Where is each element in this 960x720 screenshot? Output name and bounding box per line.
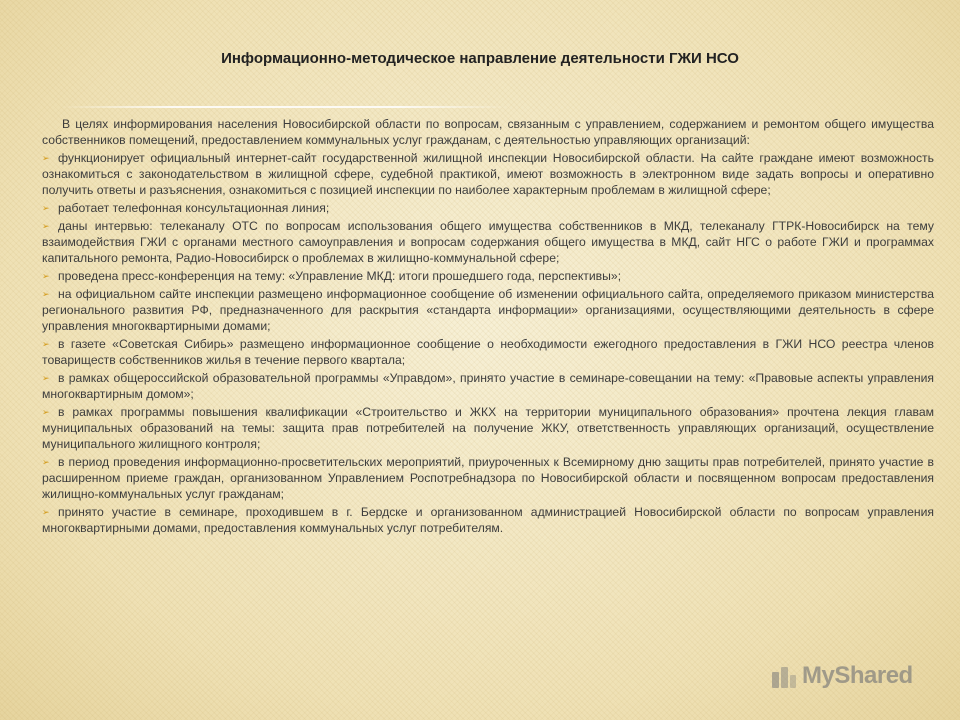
- arrow-bullet-icon: ➢: [42, 289, 50, 299]
- list-item-text: в период проведения информационно-просветительских мероприятий, приуроченных к Всемирному дню защиты прав потребителей, принято участие в расширенном приеме граждан, организованном Управлением Роспотребнадзора по Новосибирской области и посвященном вопросам предоставления жилищно-коммунальных услуг гражданам;: [42, 455, 934, 501]
- list-item-text: принято участие в семинаре, проходившем в г. Бердске и организованном администрацией Новосибирской области по вопросам управления многоквартирными домами, предоставления коммунальных услуг потребителям.: [42, 505, 934, 535]
- arrow-bullet-icon: ➢: [42, 407, 50, 417]
- list-item: [42, 268, 934, 284]
- list-item-text: в рамках программы повышения квалификации «Строительство и ЖКХ на территории муниципального образования» прочтена лекция главам муниципальных образований на темы: защита прав потребителей на получение ЖКУ, ответственность управляющих организаций, осуществление муниципального жилищного контроля;: [42, 405, 934, 451]
- arrow-bullet-icon: ➢: [42, 153, 50, 163]
- list-item-text: проведена пресс-конференция на тему: «Управление МКД: итоги прошедшего года, перспективы»;: [58, 269, 622, 283]
- list-item: [42, 286, 934, 334]
- list-item: [42, 336, 934, 368]
- list-item-text: в газете «Советская Сибирь» размещено информационное сообщение о необходимости ежегодного предоставления в ГЖИ НСО реестра членов товариществ собственников жилья в течение первого квартала;: [42, 337, 934, 367]
- intro-paragraph: В целях информирования населения Новосибирской области по вопросам, связанным с управлением, содержанием и ремонтом общего имущества собственников помещений, предоставлением коммунальных услуг гражданам, с деятельностью управляющих организаций:: [42, 117, 934, 147]
- list-item-text: на официальном сайте инспекции размещено информационное сообщение об изменении официального сайта, определяемого приказом министерства регионального развития РФ, предназначенного для раскрытия «стандарта информации» организациями, осуществляющими деятельность в сфере управления многоквартирными домами;: [42, 287, 934, 333]
- list-item: [42, 200, 934, 216]
- list-item: [42, 504, 934, 536]
- list-item-text: работает телефонная консультационная линия;: [58, 201, 330, 215]
- myshared-watermark[interactable]: [770, 660, 913, 692]
- list-item-text: в рамках общероссийской образовательной программы «Управдом», принято участие в семинаре-совещании на тему: «Правовые аспекты управления многоквартирным домом»;: [42, 371, 934, 401]
- slide-body: [42, 116, 934, 538]
- watermark-text: MyShared: [802, 662, 913, 689]
- arrow-bullet-icon: ➢: [42, 203, 50, 213]
- list-item: [42, 218, 934, 266]
- list-item: [42, 150, 934, 198]
- arrow-bullet-icon: ➢: [42, 339, 50, 349]
- arrow-bullet-icon: ➢: [42, 221, 50, 231]
- slide-title: Информационно-методическое направление деятельности ГЖИ НСО: [221, 50, 739, 67]
- arrow-bullet-icon: ➢: [42, 373, 50, 383]
- list-item: [42, 454, 934, 502]
- arrow-bullet-icon: ➢: [42, 507, 50, 517]
- list-item-text: даны интервью: телеканалу ОТС по вопросам использования общего имущества собственников в МКД, телеканалу ГТРК-Новосибирск на тему взаимодействия ГЖИ с органами местного самоуправления и вопросам содержания общего имущества в МКД, сайт НГС о работе ГЖИ и программах капитального ремонта, Радио-Новосибирск о проблемах в жилищно-коммунальной сфере;: [42, 219, 934, 265]
- list-item: [42, 370, 934, 402]
- myshared-logo-icon: [770, 662, 798, 690]
- arrow-bullet-icon: ➢: [42, 271, 50, 281]
- arrow-bullet-icon: ➢: [42, 457, 50, 467]
- list-item: [42, 404, 934, 452]
- list-item-text: функционирует официальный интернет-сайт государственной жилищной инспекции Новосибирской области. На сайте граждане имеют возможность ознакомиться с законодательством в жилищной сфере, судебной практикой, имеют возможность в электронном виде задать вопросы и оперативно получить ответы и разъяснения, ознакомиться с позицией инспекции по наиболее характерным проблемам в жилищной сфере;: [42, 151, 934, 197]
- title-divider: [60, 106, 510, 108]
